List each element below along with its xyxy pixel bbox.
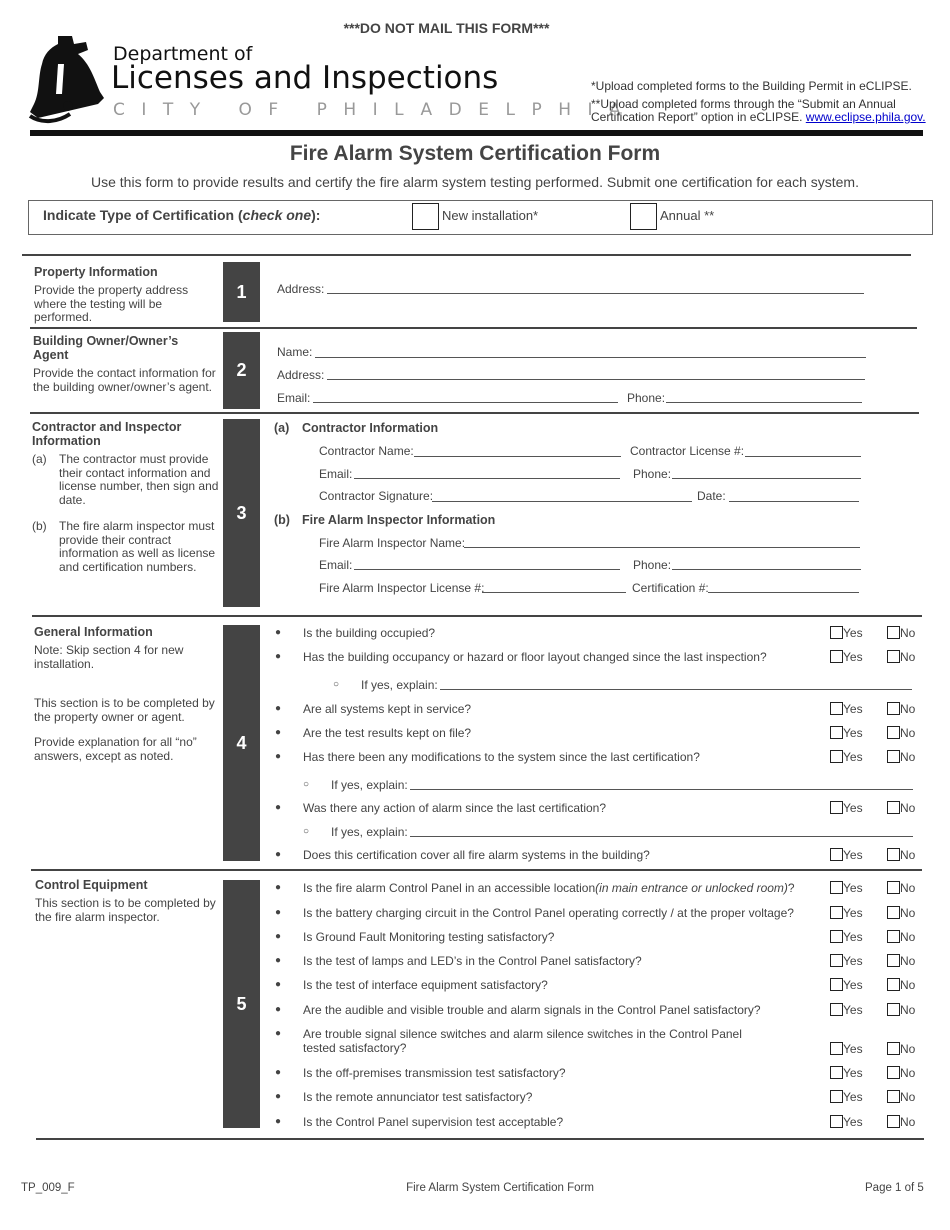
footer-form-name: Fire Alarm System Certification Form	[406, 1182, 594, 1194]
bullet: ●	[275, 1116, 282, 1127]
sec5-q6: Are the audible and visible trouble and alarm signals in the Control Panel satisfactory?	[303, 1003, 761, 1017]
checkbox-icon	[887, 801, 900, 814]
sec4-title: General Information	[34, 625, 153, 639]
sec4-q2-yes[interactable]: Yes	[830, 650, 863, 664]
sub-bullet: ○	[333, 679, 340, 690]
sec4-q4-no[interactable]: No	[887, 726, 915, 740]
annual-checkbox[interactable]	[630, 203, 657, 230]
sec4-q1: Is the building occupied?	[303, 626, 436, 640]
sec2-number: 2	[223, 332, 260, 409]
section-divider	[30, 412, 919, 414]
bullet: ●	[275, 849, 282, 860]
sec5-q1: Is the fire alarm Control Panel in an accessible location(in main entrance or unlocked room)?	[303, 881, 795, 895]
checkbox-icon	[887, 702, 900, 715]
contractor-email-label: Email:	[319, 467, 353, 481]
section-divider	[32, 615, 922, 617]
checkbox-icon	[887, 1115, 900, 1128]
sec5-q7: Are trouble signal silence switches and alarm silence switches in the Control Panel	[303, 1027, 742, 1041]
sec4-q1-no[interactable]: No	[887, 626, 915, 640]
inspector-certification-label: Certification #:	[632, 581, 709, 595]
sec5-q10: Is the Control Panel supervision test acceptable?	[303, 1115, 564, 1129]
sec5-q10-yes[interactable]: Yes	[830, 1115, 863, 1129]
form-subtitle: Use this form to provide results and certify the fire alarm system testing performed. Submit one certification for each system.	[91, 174, 859, 190]
contractor-name-label: Contractor Name:	[319, 444, 414, 458]
checkbox-icon	[887, 930, 900, 943]
checkbox-icon	[830, 650, 843, 663]
sec1-title: Property Information	[34, 265, 158, 279]
contractor-name-field[interactable]	[414, 456, 621, 457]
new-installation-checkbox[interactable]	[412, 203, 439, 230]
checkbox-icon	[830, 848, 843, 861]
inspector-name-field[interactable]	[464, 547, 860, 548]
checkbox-icon	[887, 848, 900, 861]
bullet: ●	[275, 751, 282, 762]
sec3-a-mark: (a)	[32, 452, 47, 466]
bullet: ●	[275, 1028, 282, 1039]
bullet: ●	[275, 907, 282, 918]
bullet: ●	[275, 1091, 282, 1102]
sec5-q8: Is the off-premises transmission test satisfactory?	[303, 1066, 566, 1080]
checkbox-icon	[830, 906, 843, 919]
contractor-date-field[interactable]	[729, 501, 859, 502]
dept-line2: Licenses and Inspections	[111, 60, 499, 96]
contractor-signature-field[interactable]	[432, 501, 692, 502]
bullet: ●	[275, 627, 282, 638]
bullet: ●	[275, 979, 282, 990]
sec3-number: 3	[223, 419, 260, 607]
sec4-q6-explain-field[interactable]	[410, 836, 913, 837]
upload-note-2b: Certification Report” option in eCLIPSE.	[591, 110, 803, 124]
sec4-q6: Was there any action of alarm since the last certification?	[303, 801, 607, 815]
sec4-q2-explain-field[interactable]	[440, 689, 912, 690]
checkbox-icon	[887, 726, 900, 739]
sec2-email-field[interactable]	[313, 402, 618, 403]
checkbox-icon	[830, 1066, 843, 1079]
sec3-a-heading-mark: (a)	[274, 421, 290, 435]
upload-note-1: *Upload completed forms to the Building Permit in eCLIPSE.	[591, 79, 912, 93]
bullet: ●	[275, 651, 282, 662]
sec4-q2-no[interactable]: No	[887, 650, 915, 664]
bullet: ●	[275, 955, 282, 966]
checkbox-icon	[830, 978, 843, 991]
dept-line1: Department of	[113, 43, 253, 65]
sec4-q6-no[interactable]: No	[887, 801, 915, 815]
sub-bullet: ○	[303, 826, 310, 837]
checkbox-icon	[887, 626, 900, 639]
annual-label: Annual **	[660, 208, 715, 223]
sec1-number: 1	[223, 262, 260, 322]
checkbox-icon	[830, 1090, 843, 1103]
inspector-license-field[interactable]	[482, 592, 626, 593]
sec4-q5-explain-label: If yes, explain:	[331, 778, 408, 792]
sec3-b-heading-mark: (b)	[274, 513, 290, 527]
sec2-desc: Provide the contact information for the building owner/owner’s agent.	[33, 366, 216, 394]
sec4-note: Note: Skip section 4 for new installation.	[34, 643, 184, 671]
contractor-license-label: Contractor License #:	[630, 444, 745, 458]
sec1-address-field[interactable]	[327, 293, 864, 294]
inspector-email-field[interactable]	[354, 569, 620, 570]
sec4-q4-yes[interactable]: Yes	[830, 726, 863, 740]
sec3-b-desc: The fire alarm inspector must provide their contract information as well as license and certification numbers.	[59, 519, 216, 574]
sec5-q4-no[interactable]: No	[887, 954, 915, 968]
sec1-desc: Provide the property address where the testing will be performed.	[34, 283, 189, 324]
bullet: ●	[275, 802, 282, 813]
checkbox-icon	[887, 1042, 900, 1055]
sec5-q5-no[interactable]: No	[887, 978, 915, 992]
sec4-q7: Does this certification cover all fire alarm systems in the building?	[303, 848, 650, 862]
sec5-q6-yes[interactable]: Yes	[830, 1003, 863, 1017]
sec4-q3-yes[interactable]: Yes	[830, 702, 863, 716]
sec5-q2-no[interactable]: No	[887, 906, 915, 920]
sec5-q7-cont: tested satisfactory?	[303, 1041, 407, 1055]
dept-city: CITY OF PHILADELPHIA	[113, 100, 638, 120]
sec2-email-label: Email:	[277, 391, 311, 405]
checkbox-icon	[830, 954, 843, 967]
sec4-q2: Has the building occupancy or hazard or floor layout changed since the last inspection?	[303, 650, 767, 664]
inspector-name-label: Fire Alarm Inspector Name:	[319, 536, 466, 550]
contractor-phone-label: Phone:	[633, 467, 672, 481]
sec5-q3-yes[interactable]: Yes	[830, 930, 863, 944]
sec2-address-label: Address:	[277, 368, 325, 382]
section-divider	[36, 1138, 924, 1140]
sec4-q3: Are all systems kept in service?	[303, 702, 472, 716]
checkbox-icon	[830, 1115, 843, 1128]
sec5-q7-no[interactable]: No	[887, 1042, 915, 1056]
section-divider	[22, 254, 911, 256]
checkbox-icon	[887, 881, 900, 894]
bullet: ●	[275, 703, 282, 714]
contractor-signature-label: Contractor Signature:	[319, 489, 434, 503]
eclipse-link[interactable]: www.eclipse.phila.gov.	[805, 110, 926, 124]
checkbox-icon	[830, 726, 843, 739]
sec4-q5-yes[interactable]: Yes	[830, 750, 863, 764]
checkbox-icon	[830, 1003, 843, 1016]
inspector-phone-field[interactable]	[672, 569, 861, 570]
sec4-number: 4	[223, 625, 260, 861]
certification-type-label: Indicate Type of Certification (check one):	[43, 207, 321, 223]
sec1-address-label: Address:	[277, 282, 325, 296]
upload-note-2	[591, 110, 926, 124]
sec3-a-desc: The contractor must provide their contact information and license number, then sign and date.	[59, 452, 219, 507]
upload-note-2a: **Upload completed forms through the “Submit an Annual	[591, 97, 896, 111]
sec4-q5-explain-field[interactable]	[410, 789, 913, 790]
sec5-number: 5	[223, 880, 260, 1128]
sec4-q5: Has there been any modifications to the system since the last certification?	[303, 750, 700, 764]
checkbox-icon	[830, 702, 843, 715]
sec3-a-heading: Contractor Information	[302, 421, 439, 435]
header-divider	[30, 130, 923, 136]
inspector-phone-label: Phone:	[633, 558, 672, 572]
sec4-q2-explain-label: If yes, explain:	[361, 678, 438, 692]
bullet: ●	[275, 931, 282, 942]
sec2-address-field[interactable]	[327, 379, 865, 380]
sec5-q9-no[interactable]: No	[887, 1090, 915, 1104]
checkbox-icon	[830, 626, 843, 639]
bullet: ●	[275, 1004, 282, 1015]
sec5-q2: Is the battery charging circuit in the Control Panel operating correctly / at the proper voltage?	[303, 906, 794, 920]
contractor-date-label: Date:	[697, 489, 726, 503]
sec5-q9: Is the remote annunciator test satisfactory?	[303, 1090, 533, 1104]
sec5-q3: Is Ground Fault Monitoring testing satisfactory?	[303, 930, 555, 944]
sec2-name-label: Name:	[277, 345, 313, 359]
sec3-b-heading: Fire Alarm Inspector Information	[302, 513, 496, 527]
sec5-q4: Is the test of lamps and LED’s in the Control Panel satisfactory?	[303, 954, 642, 968]
sec5-q8-no[interactable]: No	[887, 1066, 915, 1080]
sec2-phone-label: Phone:	[627, 391, 666, 405]
checkbox-icon	[830, 801, 843, 814]
inspector-email-label: Email:	[319, 558, 353, 572]
checkbox-icon	[830, 930, 843, 943]
footer-form-code: TP_009_F	[21, 1182, 75, 1194]
section-divider	[30, 327, 917, 329]
sec4-q6-yes[interactable]: Yes	[830, 801, 863, 815]
sec5-q7-yes[interactable]: Yes	[830, 1042, 863, 1056]
checkbox-icon	[887, 906, 900, 919]
checkbox-icon	[887, 1090, 900, 1103]
sec5-title: Control Equipment	[35, 878, 148, 892]
checkbox-icon	[887, 978, 900, 991]
checkbox-icon	[830, 750, 843, 763]
sec2-name-field[interactable]	[315, 357, 866, 358]
contractor-license-field[interactable]	[745, 456, 861, 457]
liberty-bell-logo-icon	[28, 34, 106, 124]
checkbox-icon	[887, 1003, 900, 1016]
checkbox-icon	[887, 1066, 900, 1079]
checkbox-icon	[830, 1042, 843, 1055]
sec5-q10-no[interactable]: No	[887, 1115, 915, 1129]
contractor-phone-field[interactable]	[672, 478, 861, 479]
footer-page-number: Page 1 of 5	[865, 1182, 924, 1194]
checkbox-icon	[887, 954, 900, 967]
sec5-q1-yes[interactable]: Yes	[830, 881, 863, 895]
sec5-q2-yes[interactable]: Yes	[830, 906, 863, 920]
sec4-q7-no[interactable]: No	[887, 848, 915, 862]
checkbox-icon	[887, 650, 900, 663]
sec5-desc: This section is to be completed by the fire alarm inspector.	[35, 896, 216, 924]
inspector-certification-field[interactable]	[708, 592, 859, 593]
sec5-q3-no[interactable]: No	[887, 930, 915, 944]
sec4-q4: Are the test results kept on file?	[303, 726, 472, 740]
sec4-q3-no[interactable]: No	[887, 702, 915, 716]
sec4-q5-no[interactable]: No	[887, 750, 915, 764]
sec5-q6-no[interactable]: No	[887, 1003, 915, 1017]
contractor-email-field[interactable]	[354, 478, 620, 479]
checkbox-icon	[830, 881, 843, 894]
sec5-q5: Is the test of interface equipment satisfactory?	[303, 978, 548, 992]
sec5-q1-no[interactable]: No	[887, 881, 915, 895]
sec3-title: Contractor and Inspector Information	[32, 420, 182, 448]
form-title: Fire Alarm System Certification Form	[289, 142, 661, 165]
section-divider	[31, 869, 922, 871]
bullet: ●	[275, 882, 282, 893]
sec3-b-mark: (b)	[32, 519, 47, 533]
sec5-q4-yes[interactable]: Yes	[830, 954, 863, 968]
bullet: ●	[275, 727, 282, 738]
sec4-q1-yes[interactable]: Yes	[830, 626, 863, 640]
sub-bullet: ○	[303, 779, 310, 790]
sec5-q5-yes[interactable]: Yes	[830, 978, 863, 992]
sec4-q6-explain-label: If yes, explain:	[331, 825, 408, 839]
sec4-desc2: Provide explanation for all “no” answers, except as noted.	[34, 735, 197, 763]
sec4-desc1: This section is to be completed by the property owner or agent.	[34, 696, 215, 724]
bullet: ●	[275, 1067, 282, 1078]
sec2-phone-field[interactable]	[666, 402, 862, 403]
sec5-q9-yes[interactable]: Yes	[830, 1090, 863, 1104]
sec4-q7-yes[interactable]: Yes	[830, 848, 863, 862]
sec5-q8-yes[interactable]: Yes	[830, 1066, 863, 1080]
do-not-mail-notice: ***DO NOT MAIL THIS FORM***	[343, 20, 550, 36]
checkbox-icon	[887, 750, 900, 763]
inspector-license-label: Fire Alarm Inspector License #:	[319, 581, 485, 595]
new-installation-label: New installation*	[442, 208, 539, 223]
sec2-title: Building Owner/Owner’s Agent	[33, 334, 179, 362]
